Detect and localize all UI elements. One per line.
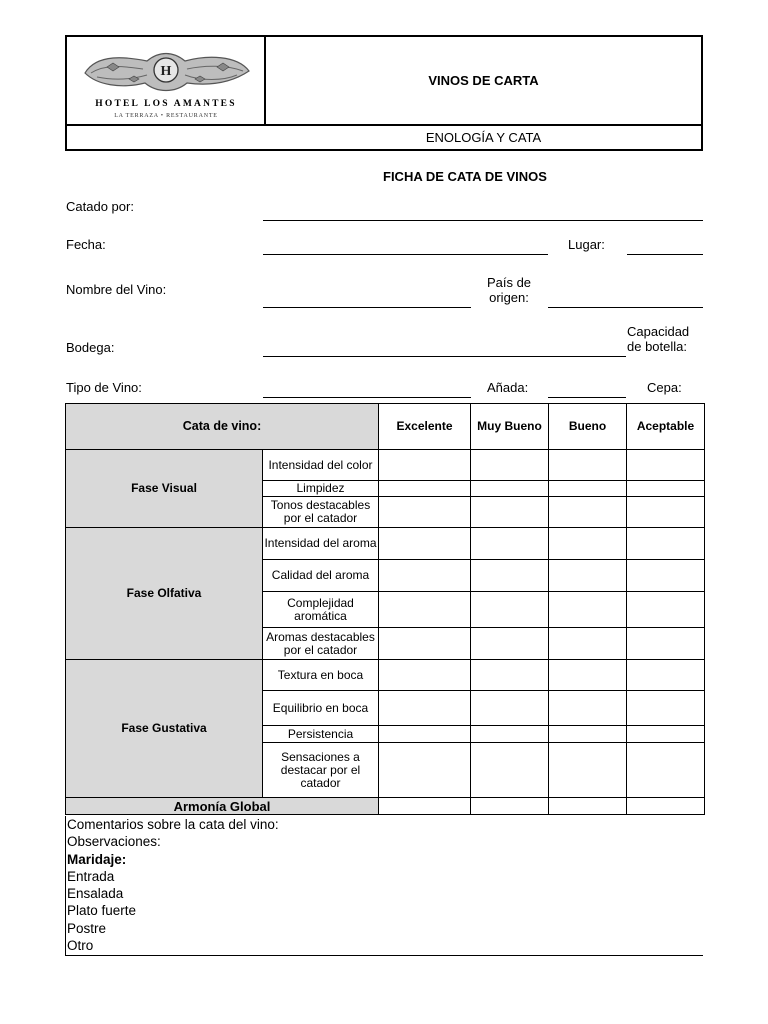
rating-cell[interactable] [627, 497, 705, 528]
header-subtitle: ENOLOGÍA Y CATA [425, 130, 542, 145]
criterion-label: Textura en boca [263, 660, 379, 691]
form-title: FICHA DE CATA DE VINOS [383, 169, 547, 184]
criterion-label: Tonos destacables por el catador [263, 497, 379, 528]
capacidad-label: Capacidad de botella: [627, 324, 690, 354]
table-row [66, 660, 705, 691]
nombre-vino-label: Nombre del Vino: [66, 282, 167, 297]
anada-label: Añada: [487, 380, 529, 395]
criterion-label: Equilibrio en boca [263, 691, 379, 726]
table-header-label: Cata de vino: [66, 404, 379, 450]
rating-cell[interactable] [627, 481, 705, 497]
criterion-label: Sensaciones a destacar por el catador [263, 743, 379, 798]
rating-cell[interactable] [379, 497, 471, 528]
rating-cell[interactable] [471, 628, 549, 660]
rating-cell[interactable] [471, 481, 549, 497]
rating-cell[interactable] [549, 560, 627, 592]
rating-cell[interactable] [549, 743, 627, 798]
rating-cell[interactable] [471, 497, 549, 528]
notes-section [65, 816, 703, 956]
maridaje-option-entrada: Entrada [67, 868, 115, 884]
fecha-field[interactable] [263, 254, 548, 255]
catado-por-field[interactable] [263, 220, 703, 221]
logo-hotel-name: HOTEL LOS AMANTES [95, 99, 237, 109]
rating-cell[interactable] [471, 798, 549, 815]
rating-cell[interactable] [627, 691, 705, 726]
rating-cell[interactable] [379, 528, 471, 560]
rating-cell[interactable] [549, 497, 627, 528]
rating-cell[interactable] [549, 726, 627, 743]
column-excelente: Excelente [379, 404, 471, 450]
rating-cell[interactable] [471, 691, 549, 726]
phase-visual: Fase Visual [66, 450, 263, 528]
rating-cell[interactable] [379, 660, 471, 691]
maridaje-label: Maridaje: [67, 851, 127, 867]
anada-field[interactable] [548, 397, 626, 398]
rating-cell[interactable] [549, 628, 627, 660]
table-row [66, 450, 705, 481]
hotel-logo [77, 43, 255, 121]
rating-cell[interactable] [627, 660, 705, 691]
rating-cell[interactable] [379, 481, 471, 497]
lugar-field[interactable] [627, 254, 703, 255]
maridaje-option-ensalada: Ensalada [67, 886, 124, 902]
maridaje-option-postre: Postre [67, 920, 107, 936]
phase-olfativa: Fase Olfativa [66, 528, 263, 660]
table-row [66, 798, 705, 815]
bodega-label: Bodega: [66, 340, 115, 355]
pais-origen-field[interactable] [548, 307, 703, 308]
rating-cell[interactable] [627, 450, 705, 481]
rating-cell[interactable] [471, 592, 549, 628]
rating-cell[interactable] [549, 691, 627, 726]
svg-text:H: H [160, 64, 172, 79]
rating-cell[interactable] [471, 560, 549, 592]
fecha-label: Fecha: [66, 237, 106, 252]
maridaje-option-otro: Otro [67, 938, 94, 954]
rating-cell[interactable] [627, 726, 705, 743]
rating-cell[interactable] [471, 450, 549, 481]
column-aceptable: Aceptable [627, 404, 705, 450]
comentarios-label: Comentarios sobre la cata del vino: [67, 817, 279, 832]
nombre-vino-field[interactable] [263, 307, 471, 308]
phase-gustativa: Fase Gustativa [66, 660, 263, 798]
rating-cell[interactable] [471, 528, 549, 560]
lugar-label: Lugar: [568, 237, 605, 252]
rating-cell[interactable] [549, 528, 627, 560]
table-header-row [66, 404, 705, 450]
criterion-label: Calidad del aroma [263, 560, 379, 592]
criterion-label: Limpidez [263, 481, 379, 497]
rating-cell[interactable] [549, 660, 627, 691]
tasting-table [65, 403, 705, 815]
criterion-label: Aromas destacables por el catador [263, 628, 379, 660]
column-bueno: Bueno [549, 404, 627, 450]
rating-cell[interactable] [627, 743, 705, 798]
rating-cell[interactable] [379, 560, 471, 592]
rating-cell[interactable] [627, 592, 705, 628]
pais-origen-label: País de origen: [486, 275, 532, 305]
catado-por-label: Catado por: [66, 199, 134, 214]
hotel-emblem-icon [77, 43, 255, 99]
rating-cell[interactable] [379, 798, 471, 815]
column-muy-bueno: Muy Bueno [471, 404, 549, 450]
rating-cell[interactable] [627, 628, 705, 660]
rating-cell[interactable] [471, 743, 549, 798]
tipo-vino-field[interactable] [263, 397, 471, 398]
rating-cell[interactable] [379, 628, 471, 660]
rating-cell[interactable] [627, 798, 705, 815]
rating-cell[interactable] [379, 592, 471, 628]
cepa-label: Cepa: [647, 380, 682, 395]
observaciones-label: Observaciones: [67, 834, 161, 850]
tipo-vino-label: Tipo de Vino: [66, 380, 142, 395]
header-box [65, 35, 703, 151]
bodega-field[interactable] [263, 356, 626, 357]
rating-cell[interactable] [549, 450, 627, 481]
rating-cell[interactable] [627, 560, 705, 592]
rating-cell[interactable] [627, 528, 705, 560]
table-row [66, 528, 705, 560]
criterion-label: Intensidad del color [263, 450, 379, 481]
rating-cell[interactable] [379, 726, 471, 743]
maridaje-option-plato-fuerte: Plato fuerte [67, 903, 137, 919]
armonia-global-label: Armonía Global [66, 798, 379, 815]
rating-cell[interactable] [471, 660, 549, 691]
criterion-label: Complejidad aromática [263, 592, 379, 628]
rating-cell[interactable] [471, 726, 549, 743]
logo-subtitle: LA TERRAZA • RESTAURANTE [114, 113, 218, 119]
criterion-label: Persistencia [263, 726, 379, 743]
rating-cell[interactable] [379, 743, 471, 798]
rating-cell[interactable] [549, 592, 627, 628]
criterion-label: Intensidad del aroma [263, 528, 379, 560]
rating-cell[interactable] [549, 798, 627, 815]
rating-cell[interactable] [379, 450, 471, 481]
rating-cell[interactable] [549, 481, 627, 497]
rating-cell[interactable] [379, 691, 471, 726]
header-title: VINOS DE CARTA [428, 73, 539, 88]
